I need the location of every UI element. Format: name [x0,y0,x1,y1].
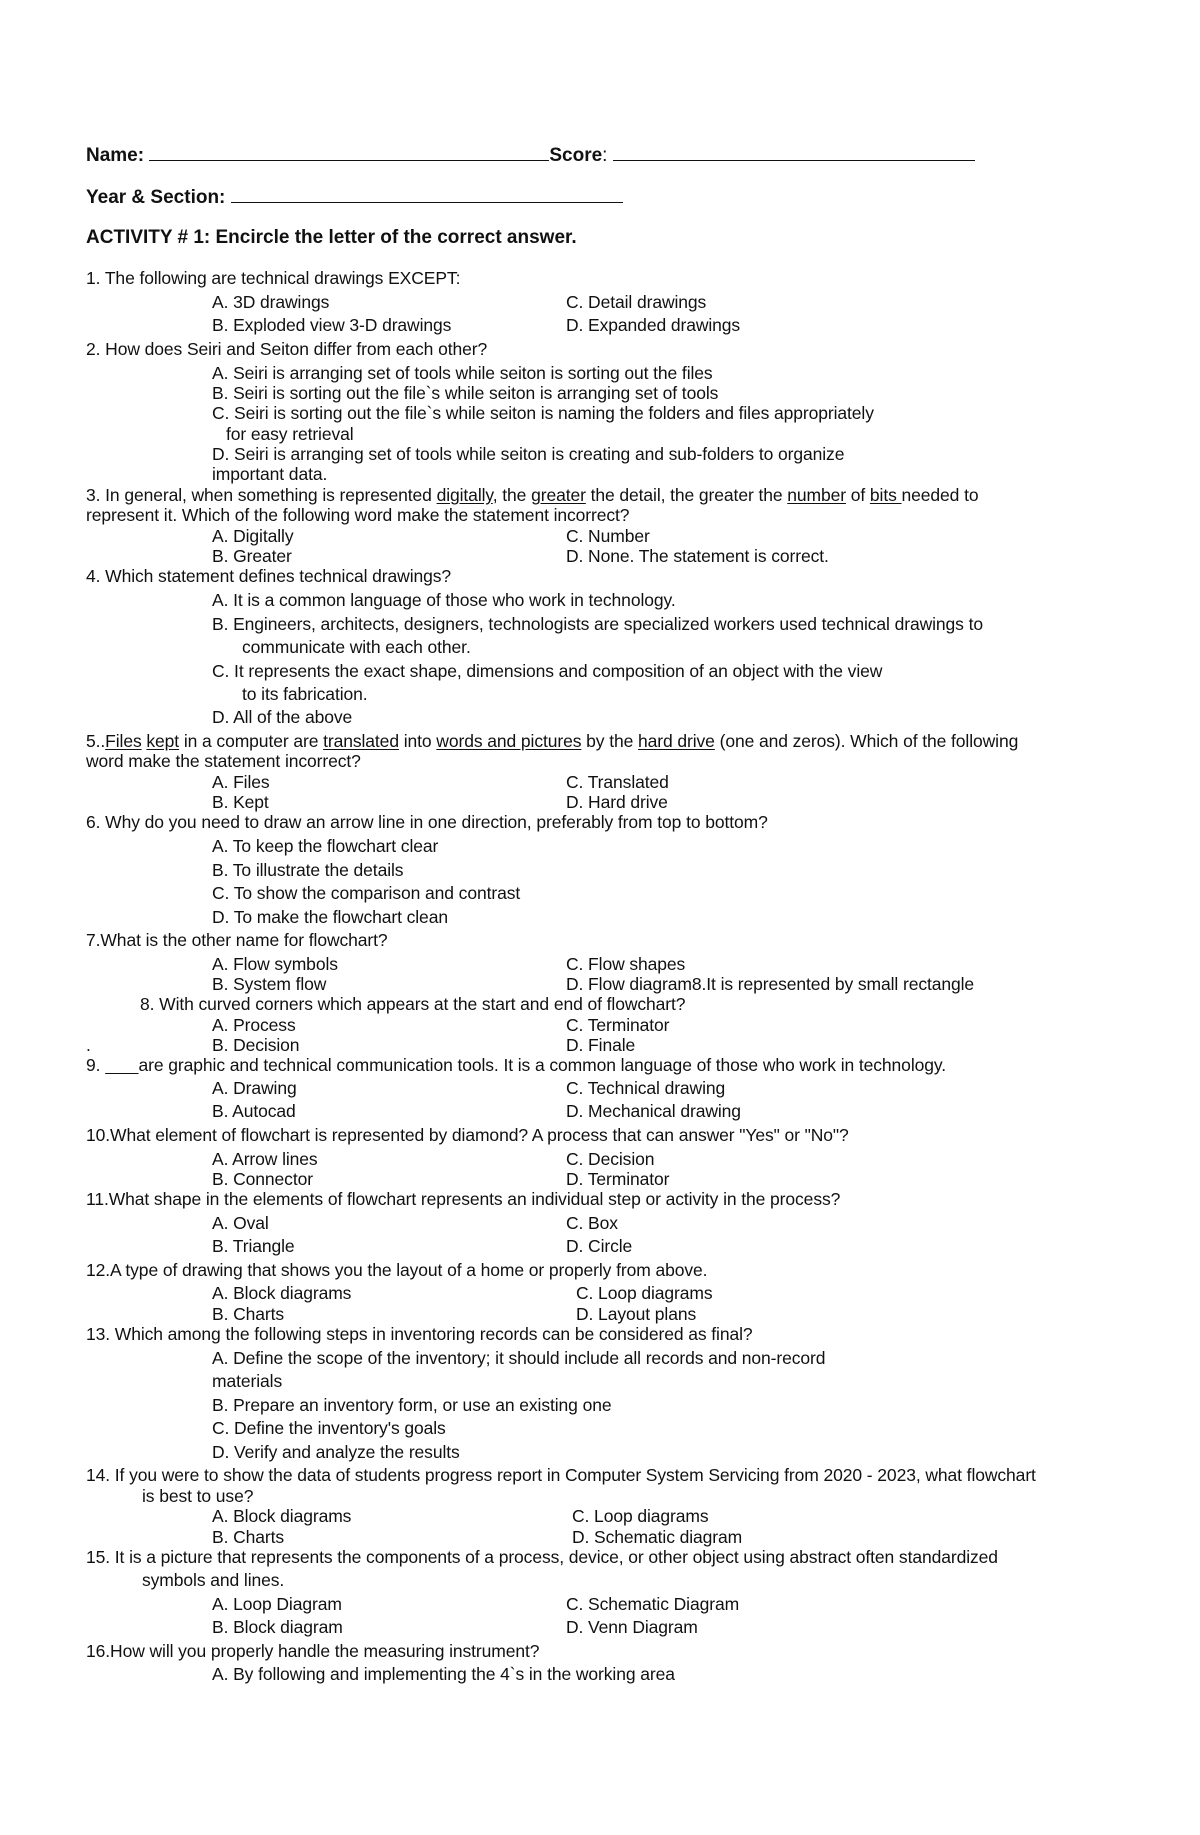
underlined-word: Files [105,731,142,751]
question-9-option-d[interactable]: D. Mechanical drawing [566,1101,741,1121]
underlined-word: number [787,485,846,505]
question-2-option-c-cont: for easy retrieval [226,424,354,444]
question-10-option-b[interactable]: B. Connector [212,1169,313,1189]
question-13-option-c[interactable]: C. Define the inventory's goals [212,1418,446,1438]
question-16-stem: 16.How will you properly handle the measuring instrument? [86,1641,540,1661]
question-2-option-d[interactable]: D. Seiri is arranging set of tools while seiton is creating and sub-folders to organize [212,444,845,464]
question-15-option-d[interactable]: D. Venn Diagram [566,1617,698,1637]
question-6-option-b[interactable]: B. To illustrate the details [212,860,404,880]
question-3-option-a[interactable]: A. Digitally [212,526,294,546]
question-15-option-a[interactable]: A. Loop Diagram [212,1594,342,1614]
question-12-option-d[interactable]: D. Layout plans [576,1304,697,1324]
question-1-option-a[interactable]: A. 3D drawings [212,292,330,312]
question-15-stem: 15. It is a picture that represents the components of a process, device, or other object using abstract often standardized [86,1547,998,1567]
question-7-option-b[interactable]: B. System flow [212,974,327,994]
year-section-blank[interactable] [231,184,623,203]
question-15-option-b[interactable]: B. Block diagram [212,1617,343,1637]
answer-blank[interactable] [105,1055,138,1075]
question-10-option-c[interactable]: C. Decision [566,1149,655,1169]
score-blank[interactable] [613,142,975,161]
question-15-stem-cont: symbols and lines. [142,1570,285,1590]
question-2-option-d-cont: important data. [212,464,328,484]
question-8-option-c[interactable]: C. Terminator [566,1015,670,1035]
question-11-stem: 11.What shape in the elements of flowchart represents an individual step or activity in the process? [86,1189,841,1209]
question-9-option-c[interactable]: C. Technical drawing [566,1078,726,1098]
question-10-stem: 10.What element of flowchart is represented by diamond? A process that can answer "Yes" or "No"? [86,1125,849,1145]
name-blank[interactable] [149,142,549,161]
underlined-word: digitally [436,485,493,505]
stray-dot: . [86,1035,91,1055]
question-14-option-d[interactable]: D. Schematic diagram [572,1527,743,1547]
question-7-stem: 7.What is the other name for flowchart? [86,930,388,950]
question-6-stem: 6. Why do you need to draw an arrow line in one direction, preferably from top to bottom? [86,812,768,832]
year-section-row [86,184,623,209]
question-3-option-d[interactable]: D. None. The statement is correct. [566,546,829,566]
question-13-option-d[interactable]: D. Verify and analyze the results [212,1442,460,1462]
question-1-stem: 1. The following are technical drawings EXCEPT: [86,268,461,288]
question-10-option-d[interactable]: D. Terminator [566,1169,670,1189]
underlined-word: words and pictures [436,731,582,751]
name-label: Name: [86,145,145,166]
question-15-option-c[interactable]: C. Schematic Diagram [566,1594,740,1614]
question-1-option-d[interactable]: D. Expanded drawings [566,315,741,335]
question-13-option-a-cont: materials [212,1371,283,1391]
question-2-option-a[interactable]: A. Seiri is arranging set of tools while seiton is sorting out the files [212,363,713,383]
question-2-option-b[interactable]: B. Seiri is sorting out the file`s while seiton is arranging set of tools [212,383,719,403]
underlined-word: bits [869,485,902,505]
question-11-option-b[interactable]: B. Triangle [212,1236,295,1256]
question-11-option-d[interactable]: D. Circle [566,1236,633,1256]
question-5-stem: 5..Files kept in a computer are translated into words and pictures by the hard drive (one and zeros). Which of the following [86,731,1019,751]
question-3-option-c[interactable]: C. Number [566,526,650,546]
question-8-stem: 8. With curved corners which appears at the start and end of flowchart? [140,994,686,1014]
question-5-option-b[interactable]: B. Kept [212,792,269,812]
question-3-stem: 3. In general, when something is represented digitally, the greater the detail, the greater the number of bits needed to [86,485,979,505]
question-6-option-d[interactable]: D. To make the flowchart clean [212,907,448,927]
question-3-option-b[interactable]: B. Greater [212,546,292,566]
question-9-option-a[interactable]: A. Drawing [212,1078,297,1098]
underlined-word: translated [323,731,399,751]
question-10-option-a[interactable]: A. Arrow lines [212,1149,318,1169]
question-1-option-c[interactable]: C. Detail drawings [566,292,707,312]
year-section-label: Year & Section: [86,187,226,208]
question-7-option-c[interactable]: C. Flow shapes [566,954,686,974]
question-8-option-a[interactable]: A. Process [212,1015,296,1035]
underlined-word: kept [146,731,180,751]
question-13-stem: 13. Which among the following steps in inventoring records can be considered as final? [86,1324,753,1344]
question-4-option-b-cont: communicate with each other. [242,637,471,657]
question-6-option-c[interactable]: C. To show the comparison and contrast [212,883,521,903]
question-13-option-b[interactable]: B. Prepare an inventory form, or use an existing one [212,1395,612,1415]
question-4-option-b[interactable]: B. Engineers, architects, designers, technologists are specialized workers used technical drawings to [212,614,983,634]
question-12-option-c[interactable]: C. Loop diagrams [576,1283,713,1303]
question-14-option-a[interactable]: A. Block diagrams [212,1506,352,1526]
question-14-option-b[interactable]: B. Charts [212,1527,285,1547]
question-2-option-c[interactable]: C. Seiri is sorting out the file`s while seiton is naming the folders and files appropriately [212,403,874,423]
question-14-option-c[interactable]: C. Loop diagrams [572,1506,709,1526]
question-13-option-a[interactable]: A. Define the scope of the inventory; it should include all records and non-record [212,1348,826,1368]
activity-title: ACTIVITY # 1: Encircle the letter of the correct answer. [86,227,577,248]
question-4-option-c[interactable]: C. It represents the exact shape, dimensions and composition of an object with the view [212,661,883,681]
underlined-word: greater [531,485,586,505]
question-12-stem: 12.A type of drawing that shows you the layout of a home or properly from above. [86,1260,708,1280]
question-7-option-a[interactable]: A. Flow symbols [212,954,338,974]
score-label: Score [549,145,603,166]
question-12-option-a[interactable]: A. Block diagrams [212,1283,352,1303]
question-5-option-d[interactable]: D. Hard drive [566,792,668,812]
question-9-stem: 9. are graphic and technical communication tools. It is a common language of those who work in technology. [86,1055,946,1075]
question-16-option-a[interactable]: A. By following and implementing the 4`s in the working area [212,1664,675,1684]
question-4-stem: 4. Which statement defines technical drawings? [86,566,452,586]
underlined-word: hard drive [638,731,715,751]
question-6-option-a[interactable]: A. To keep the flowchart clear [212,836,439,856]
name-row: Name: Score: [86,142,975,167]
question-14-stem-cont: is best to use? [142,1486,254,1506]
question-5-option-c[interactable]: C. Translated [566,772,669,792]
question-3-stem-cont: represent it. Which of the following word make the statement incorrect? [86,505,630,525]
question-8-option-b[interactable]: B. Decision [212,1035,300,1055]
question-7-option-d[interactable]: D. Flow diagram8.It is represented by small rectangle [566,974,975,994]
question-12-option-b[interactable]: B. Charts [212,1304,285,1324]
question-11-option-a[interactable]: A. Oval [212,1213,269,1233]
question-8-option-d[interactable]: D. Finale [566,1035,636,1055]
question-1-option-b[interactable]: B. Exploded view 3-D drawings [212,315,452,335]
question-4-option-d[interactable]: D. All of the above [212,707,353,727]
question-9-option-b[interactable]: B. Autocad [212,1101,296,1121]
question-2-stem: 2. How does Seiri and Seiton differ from each other? [86,339,488,359]
question-5-option-a[interactable]: A. Files [212,772,270,792]
question-4-option-a[interactable]: A. It is a common language of those who work in technology. [212,590,676,610]
question-4-option-c-cont: to its fabrication. [242,684,368,704]
question-11-option-c[interactable]: C. Box [566,1213,618,1233]
question-14-stem: 14. If you were to show the data of students progress report in Computer System Servicing from 2020 - 2023, what flowchart [86,1465,1036,1485]
question-5-stem-cont: word make the statement incorrect? [86,751,361,771]
